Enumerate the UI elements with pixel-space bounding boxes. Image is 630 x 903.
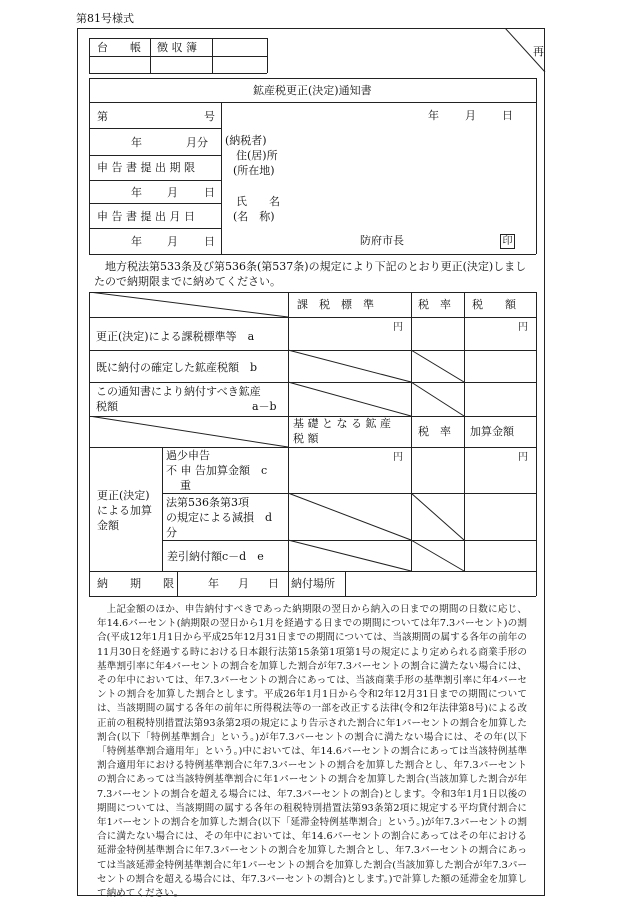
ledger-label: 台 帳 <box>97 41 141 54</box>
document-title: 鉱産税更正(決定)通知書 <box>253 84 372 97</box>
due-label: 納 期 限 <box>97 577 174 590</box>
corp-name-label: (名 称) <box>233 210 275 223</box>
form-number: 第81号様式 <box>76 12 134 25</box>
filing-deadline-label: 申 告 書 提 出 期 限 <box>97 161 195 174</box>
row-a-yen: 円 <box>393 322 403 333</box>
row-c-label-3: 重 <box>180 479 191 492</box>
row-c-label-1: 過少申告 <box>166 449 210 462</box>
issue-year: 年 <box>428 109 439 122</box>
col-rate-2: 税 率 <box>418 425 451 438</box>
col-base-amount-1: 基 礎 と な る 鉱 産 <box>293 417 391 430</box>
reconcile-label: 徴 収 簿 <box>157 41 197 54</box>
row-ab-suffix: a－b <box>252 400 277 413</box>
deadline-month: 月 <box>167 186 178 199</box>
due-month: 月 <box>238 577 249 590</box>
group-label-1: 更正(決定) <box>97 489 150 502</box>
deadline-day: 日 <box>204 186 215 199</box>
seal-mark: 印 <box>500 234 515 249</box>
number-suffix: 号 <box>204 110 215 123</box>
mayor-label: 防府市長 <box>360 234 404 247</box>
filed-month: 月 <box>167 235 178 248</box>
filed-day: 日 <box>204 235 215 248</box>
due-day: 日 <box>268 577 279 590</box>
col-additional-amount: 加算金額 <box>470 425 514 438</box>
due-year: 年 <box>208 577 219 590</box>
row-d-label-2: の規定による減損 d <box>166 511 273 524</box>
row-ab-label-1: この通知書により納付すべき鉱産 <box>96 385 261 398</box>
col-tax-base: 課 税 標 準 <box>297 298 374 311</box>
group-label-3: 金額 <box>97 519 119 532</box>
col-base-amount-2: 税 額 <box>293 432 319 445</box>
row-c-amount-yen: 円 <box>518 452 528 463</box>
filing-date-label: 申 告 書 提 出 月 日 <box>97 210 195 223</box>
row-c-yen: 円 <box>393 452 403 463</box>
row-d-label-3: 分 <box>166 526 177 539</box>
issue-month: 月 <box>465 109 476 122</box>
location-label: (所在地) <box>233 164 275 177</box>
row-a-label: 更正(決定)による課税標準等 a <box>96 330 255 343</box>
col-tax-rate: 税 率 <box>418 298 451 311</box>
taxpayer-label: (納税者) <box>225 134 267 147</box>
deadline-year: 年 <box>131 186 142 199</box>
row-ab-label-2: 税額 <box>96 400 118 413</box>
group-label-2: による加算 <box>97 504 152 517</box>
issue-day: 日 <box>502 109 513 122</box>
delinquency-note: 上記金額のほか、申告納付すべきであった納期限の翌日から納入の日までの期間の日数に応じ、年14.6パーセント(納期限の翌日から1月を経過する日までの期間については年7.3パーセント)の割合(平成12年1月1日から平成25年12月31日までの期間については、当該期間の属する各年の前年の11月30日を経過する時における日本銀行法第15条第1項第1号の規定により定められる商業手形の基準割引率に年4パーセントの割合を加算した割合が年7.3パーセントの割合に満たない場合には、その年中においては、年7.3パーセントの割合にあっては、当該商業手形の基準割引率に年4パーセントの割合を加算した割合とします。平成26年1月1日から令和2年12月31日までの期間については、当該期間の属する各年の前年に所得税法等の一部を改正する法律(令和2年法律第8号)による改正前の租税特別措置法第93条第2項の規定により告示された割合に年1パーセントの割合を加算した割合(以下「特例基準割合」という。)が年7.3パーセントの割合に満たない場合には、その年(以下「特例基準割合適用年」という。)中においては、年14.6パーセントの割合にあっては当該特例基準割合適用年における特例基準割合に年7.3パーセントの割合を加算した割合とし、年7.3パーセントの割合にあっては当該特例基準割合に年1パーセントの割合を加算した割合(当該加算した割合が年7.3パーセントの割合を超える場合には、年7.3パーセントの割合)とします。令和3年1月1日以後の期間については、当該期間の属する各年の租税特別措置法第93条第2項に規定する平均貸付割合に年1パーセントの割合を加算した割合(以下「延滞金特例基準割合」という。)が年7.3パーセントの割合に満たない場合には、その年中においては、年14.6パーセントの割合にあってはその年における延滞金特例基準割合に年7.3パーセントの割合を加算した割合とし、年7.3パーセントの割合にあっては当該延滞金特例基準割合に年1パーセントの割合を加算した割合(当該加算した割合が年7.3パーセントの割合を超える場合には、年7.3パーセントの割合)とします。)で計算した額の延滞金を加算して納めてください。 <box>97 604 527 900</box>
row-a-tax-yen: 円 <box>518 322 528 333</box>
month-portion-year: 年 <box>131 136 142 149</box>
name-label: 氏 名 <box>236 195 280 208</box>
filed-year: 年 <box>131 235 142 248</box>
row-c-label-2: 不 申 告加算金額 c <box>166 464 268 477</box>
number-prefix: 第 <box>97 110 108 123</box>
intro-text: 地方税法第533条及び第536条(第537条)の規定により下記のとおり更正(決定)しましたので納期限までに納めてください。 <box>94 260 527 288</box>
col-tax-amount: 税 額 <box>472 298 516 311</box>
re-mark: 再 <box>533 45 544 58</box>
row-e-label: 差引納付額c－d e <box>167 550 264 563</box>
row-d-label-1: 法第536条第3項 <box>166 496 249 509</box>
payment-place-label: 納付場所 <box>291 577 335 590</box>
address-label: 住(居)所 <box>236 149 278 162</box>
month-portion: 月分 <box>186 136 208 149</box>
row-b-label: 既に納付の確定した鉱産税額 b <box>96 361 258 374</box>
